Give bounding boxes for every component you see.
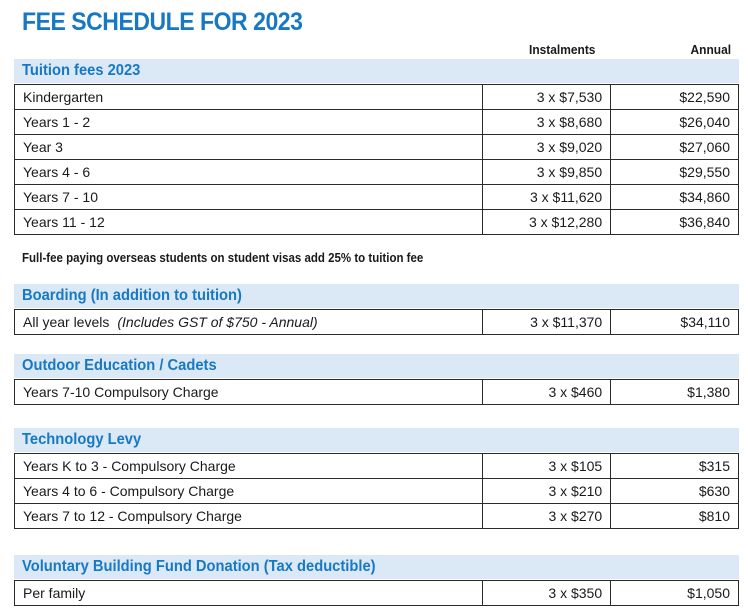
- row-annual: $26,040: [611, 110, 739, 135]
- table-row: [15, 310, 739, 335]
- row-label: Years 7 - 10: [15, 185, 483, 210]
- section-header-outdoor: [14, 354, 739, 378]
- section-title: Boarding (In addition to tuition): [22, 287, 242, 304]
- tuition-table: [14, 84, 739, 235]
- row-label: Per family: [15, 581, 483, 606]
- row-instalments: 3 x $11,620: [483, 185, 611, 210]
- gst-note: (Includes GST of $750 - Annual): [117, 314, 318, 330]
- table-row: [15, 210, 739, 235]
- section-title: Voluntary Building Fund Donation (Tax deductible): [22, 558, 376, 575]
- row-instalments: 3 x $11,370: [483, 310, 611, 335]
- column-header-instalments: Instalments: [529, 42, 596, 57]
- section-header-technology: [14, 428, 739, 452]
- section-header-building: [14, 555, 739, 579]
- row-annual: $27,060: [611, 135, 739, 160]
- row-instalments: 3 x $12,280: [483, 210, 611, 235]
- page-title: FEE SCHEDULE FOR 2023: [22, 8, 303, 36]
- row-annual: $1,050: [611, 581, 739, 606]
- row-annual: $34,860: [611, 185, 739, 210]
- row-label: Years 7-10 Compulsory Charge: [15, 380, 483, 405]
- row-annual: $810: [611, 504, 739, 529]
- row-label: Years 11 - 12: [15, 210, 483, 235]
- overseas-note: Full-fee paying overseas students on student visas add 25% to tuition fee: [22, 251, 424, 265]
- row-annual: $34,110: [611, 310, 739, 335]
- row-label: Years 1 - 2: [15, 110, 483, 135]
- table-row: [15, 504, 739, 529]
- row-label: Year 3: [15, 135, 483, 160]
- section-title: Tuition fees 2023: [22, 62, 141, 79]
- row-label: Years 4 - 6: [15, 160, 483, 185]
- boarding-table: [14, 309, 739, 335]
- section-header-tuition: [14, 59, 739, 83]
- table-row: [15, 581, 739, 606]
- row-instalments: 3 x $105: [483, 454, 611, 479]
- row-label: Years 4 to 6 - Compulsory Charge: [15, 479, 483, 504]
- row-instalments: 3 x $9,020: [483, 135, 611, 160]
- table-row: [15, 185, 739, 210]
- building-table: [14, 580, 739, 606]
- table-row: [15, 380, 739, 405]
- outdoor-table: [14, 379, 739, 405]
- table-row: [15, 135, 739, 160]
- row-instalments: 3 x $8,680: [483, 110, 611, 135]
- row-instalments: 3 x $7,530: [483, 85, 611, 110]
- row-label: Years 7 to 12 - Compulsory Charge: [15, 504, 483, 529]
- row-annual: $22,590: [611, 85, 739, 110]
- table-row: [15, 454, 739, 479]
- row-instalments: 3 x $460: [483, 380, 611, 405]
- row-label-text: All year levels: [23, 314, 110, 330]
- row-instalments: 3 x $270: [483, 504, 611, 529]
- row-annual: $36,840: [611, 210, 739, 235]
- row-annual: $630: [611, 479, 739, 504]
- column-header-annual: Annual: [690, 42, 731, 57]
- row-label: Kindergarten: [15, 85, 483, 110]
- section-title: Technology Levy: [22, 431, 142, 448]
- table-row: [15, 479, 739, 504]
- row-annual: $315: [611, 454, 739, 479]
- section-header-boarding: [14, 284, 739, 308]
- table-row: [15, 160, 739, 185]
- row-label: [15, 310, 483, 335]
- row-annual: $1,380: [611, 380, 739, 405]
- table-row: [15, 85, 739, 110]
- row-instalments: 3 x $210: [483, 479, 611, 504]
- row-annual: $29,550: [611, 160, 739, 185]
- table-row: [15, 110, 739, 135]
- section-title: Outdoor Education / Cadets: [22, 357, 217, 374]
- technology-table: [14, 453, 739, 529]
- row-instalments: 3 x $9,850: [483, 160, 611, 185]
- row-label: Years K to 3 - Compulsory Charge: [15, 454, 483, 479]
- row-instalments: 3 x $350: [483, 581, 611, 606]
